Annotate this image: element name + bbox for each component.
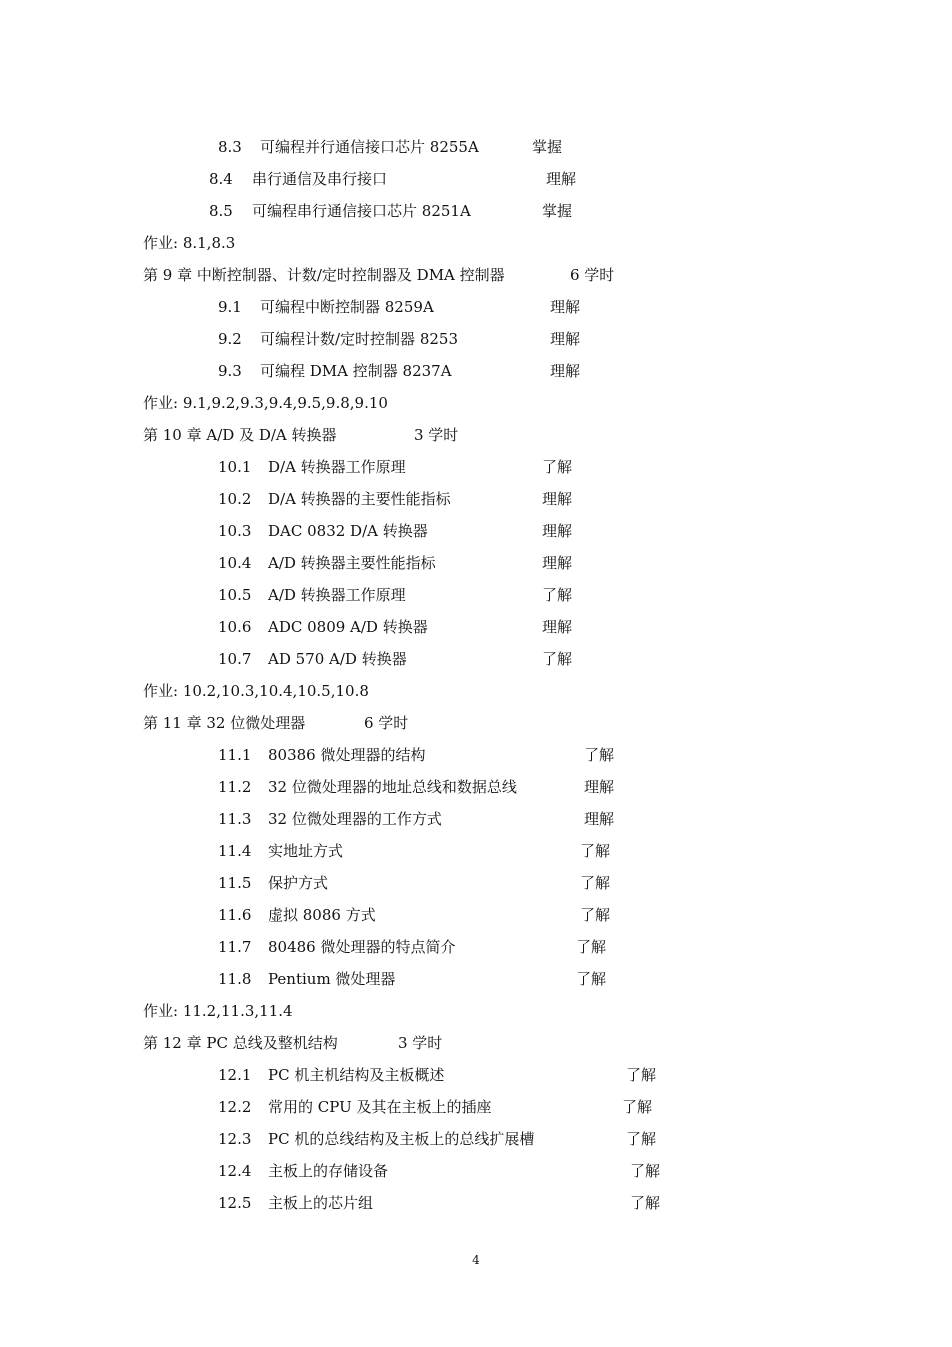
mastery-level: 了解 <box>576 938 607 956</box>
mastery-level: 了解 <box>626 1130 657 1148</box>
section-number: 11.6 <box>218 906 252 924</box>
mastery-level: 理解 <box>584 778 615 796</box>
section-number: 11.5 <box>218 874 252 892</box>
homework-text: 作业: 11.2,11.3,11.4 <box>143 1002 293 1020</box>
mastery-level: 了解 <box>542 586 573 604</box>
chapter-title: 第 9 章 中断控制器、计数/定时控制器及 DMA 控制器 <box>143 266 505 284</box>
mastery-level: 了解 <box>580 874 611 892</box>
mastery-level: 了解 <box>622 1098 653 1116</box>
chapter-hours: 3 学时 <box>414 426 459 444</box>
section-title: 实地址方式 <box>268 842 344 860</box>
section-number: 9.2 <box>218 330 242 348</box>
mastery-level: 了解 <box>630 1194 661 1212</box>
mastery-level: 了解 <box>580 842 611 860</box>
mastery-level: 理解 <box>550 362 581 380</box>
mastery-level: 了解 <box>580 906 611 924</box>
mastery-level: 了解 <box>542 458 573 476</box>
section-title: PC 机主机结构及主板概述 <box>268 1066 445 1084</box>
section-title: 虚拟 8086 方式 <box>268 906 376 924</box>
section-title: PC 机的总线结构及主板上的总线扩展槽 <box>268 1130 535 1148</box>
section-number: 11.7 <box>218 938 252 956</box>
section-number: 10.6 <box>218 618 252 636</box>
section-title: D/A 转换器的主要性能指标 <box>268 490 451 508</box>
section-title: A/D 转换器主要性能指标 <box>268 554 436 572</box>
section-number: 9.3 <box>218 362 242 380</box>
section-title: ADC 0809 A/D 转换器 <box>268 618 428 636</box>
chapter-title: 第 10 章 A/D 及 D/A 转换器 <box>143 426 337 444</box>
section-title: AD 570 A/D 转换器 <box>268 650 407 668</box>
mastery-level: 理解 <box>546 170 577 188</box>
section-number: 12.3 <box>218 1130 252 1148</box>
mastery-level: 理解 <box>542 618 573 636</box>
section-number: 11.8 <box>218 970 252 988</box>
section-title: 80386 微处理器的结构 <box>268 746 426 764</box>
mastery-level: 理解 <box>584 810 615 828</box>
section-number: 12.4 <box>218 1162 252 1180</box>
section-number: 10.1 <box>218 458 252 476</box>
section-title: 32 位微处理器的地址总线和数据总线 <box>268 778 517 796</box>
chapter-hours: 6 学时 <box>570 266 615 284</box>
mastery-level: 掌握 <box>542 202 573 220</box>
section-title: D/A 转换器工作原理 <box>268 458 406 476</box>
section-number: 8.3 <box>218 138 242 156</box>
section-title: 常用的 CPU 及其在主板上的插座 <box>268 1098 492 1116</box>
chapter-title: 第 11 章 32 位微处理器 <box>143 714 306 732</box>
section-title: 80486 微处理器的特点简介 <box>268 938 456 956</box>
page-number: 4 <box>472 1253 480 1267</box>
mastery-level: 掌握 <box>532 138 563 156</box>
section-number: 10.4 <box>218 554 252 572</box>
section-number: 11.1 <box>218 746 252 764</box>
section-title: 可编程计数/定时控制器 8253 <box>260 330 458 348</box>
section-number: 10.7 <box>218 650 252 668</box>
section-title: DAC 0832 D/A 转换器 <box>268 522 428 540</box>
mastery-level: 理解 <box>542 522 573 540</box>
section-number: 12.2 <box>218 1098 252 1116</box>
section-number: 11.4 <box>218 842 252 860</box>
section-number: 11.3 <box>218 810 252 828</box>
section-title: 主板上的存储设备 <box>268 1162 389 1180</box>
mastery-level: 了解 <box>626 1066 657 1084</box>
mastery-level: 了解 <box>630 1162 661 1180</box>
mastery-level: 理解 <box>542 554 573 572</box>
chapter-hours: 3 学时 <box>398 1034 443 1052</box>
mastery-level: 理解 <box>550 330 581 348</box>
section-number: 8.4 <box>209 170 233 188</box>
section-title: Pentium 微处理器 <box>268 970 396 988</box>
homework-text: 作业: 10.2,10.3,10.4,10.5,10.8 <box>143 682 369 700</box>
chapter-title: 第 12 章 PC 总线及整机结构 <box>143 1034 338 1052</box>
mastery-level: 了解 <box>584 746 615 764</box>
homework-text: 作业: 9.1,9.2,9.3,9.4,9.5,9.8,9.10 <box>143 394 388 412</box>
section-title: 可编程中断控制器 8259A <box>260 298 434 316</box>
section-title: 32 位微处理器的工作方式 <box>268 810 442 828</box>
section-title: 可编程并行通信接口芯片 8255A <box>260 138 479 156</box>
section-number: 8.5 <box>209 202 233 220</box>
section-title: 可编程串行通信接口芯片 8251A <box>252 202 471 220</box>
section-title: 串行通信及串行接口 <box>252 170 388 188</box>
section-number: 11.2 <box>218 778 252 796</box>
section-number: 9.1 <box>218 298 242 316</box>
section-title: 保护方式 <box>268 874 329 892</box>
section-number: 12.5 <box>218 1194 252 1212</box>
mastery-level: 理解 <box>550 298 581 316</box>
section-number: 10.3 <box>218 522 252 540</box>
section-title: A/D 转换器工作原理 <box>268 586 406 604</box>
mastery-level: 理解 <box>542 490 573 508</box>
homework-text: 作业: 8.1,8.3 <box>143 234 236 252</box>
chapter-hours: 6 学时 <box>364 714 409 732</box>
section-title: 主板上的芯片组 <box>268 1194 374 1212</box>
section-number: 10.5 <box>218 586 252 604</box>
mastery-level: 了解 <box>542 650 573 668</box>
section-number: 12.1 <box>218 1066 252 1084</box>
section-number: 10.2 <box>218 490 252 508</box>
section-title: 可编程 DMA 控制器 8237A <box>260 362 452 380</box>
mastery-level: 了解 <box>576 970 607 988</box>
